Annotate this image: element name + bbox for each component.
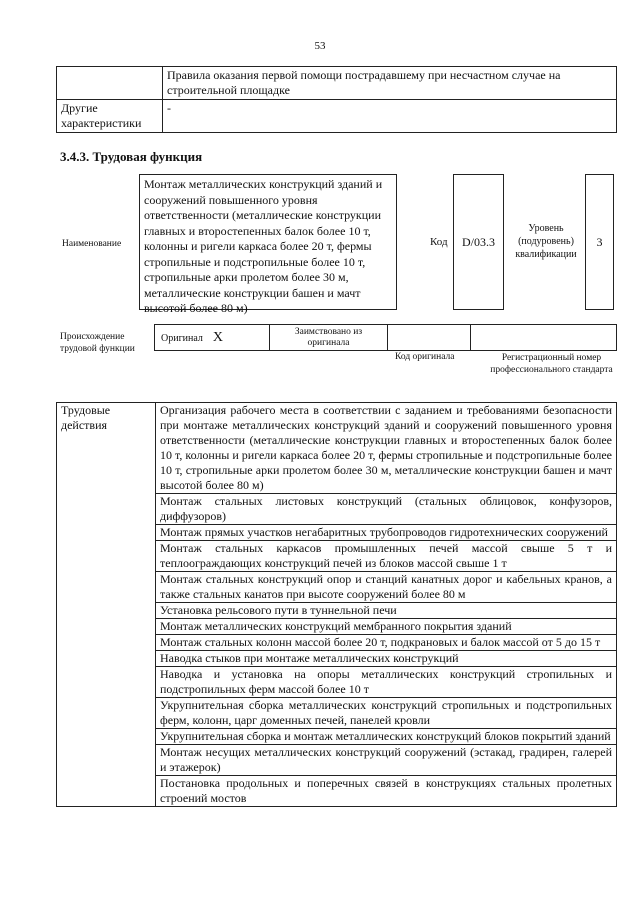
code-original-cell: [388, 325, 471, 351]
action-item: Монтаж стальных листовых конструкций (стальных облицовок, конфузоров, диффузоров): [156, 494, 617, 525]
original-cell: [155, 325, 270, 351]
action-item: Монтаж стальных колонн массой более 20 т, подкрановых и балок массой от 5 до 15 т: [156, 635, 617, 651]
origin-table: [154, 324, 617, 351]
section-heading: 3.4.3. Трудовая функция: [60, 149, 203, 164]
qualification-level-box: 3: [585, 174, 614, 310]
action-item: Укрупнительная сборка и монтаж металлических конструкций блоков покрытий зданий: [156, 729, 617, 745]
empty-cell: [57, 67, 163, 100]
action-item: Организация рабочего места в соответствии с заданием и требованиями безопасности при монтаже металлических конструкций зданий и сооружений повышенного уровня ответственности (металлические конструкции главных и второстепенных балок более 10 т, колонны и ригели каркаса более 20 т, фермы стропильные и подстропильные более 10 т, стропильные арки пролетом более 30 м, металлические конструкции башен и мачт высотой более 80 м): [156, 403, 617, 494]
action-item: Монтаж прямых участков негабаритных трубопроводов гидротехнических сооружений: [156, 525, 617, 541]
action-item: Наводка стыков при монтаже металлических конструкций: [156, 651, 617, 667]
function-name-box: Монтаж металлических конструкций зданий и сооружений повышенного уровня ответственности (металлические конструкции главных и второстепенных балок более 10 т, колонны и ригели каркаса более 20 т, фермы стропильные и подстропильные более 10 т, стропильные арки пролетом более 30 м, металлические конструкции башен и мачт высотой более 80 м): [139, 174, 397, 310]
labor-actions-table: [56, 402, 617, 807]
qualification-level-label: Уровень (подуровень) квалификации: [515, 223, 577, 260]
name-label: Наименование: [62, 239, 122, 249]
origin-label: Происхождение трудовой функции: [60, 332, 135, 354]
action-item: Монтаж несущих металлических конструкций сооружений (эстакад, градирен, галерей и этажерок): [156, 745, 617, 776]
original-label: Оригинал: [161, 332, 203, 344]
borrowed-cell: Заимствовано из оригинала: [270, 325, 388, 351]
action-item: Наводка и установка на опоры металлических конструкций стропильных и подстропильных ферм массой более 10 т: [156, 667, 617, 698]
original-mark: X: [212, 329, 224, 345]
labor-actions-category: Трудовые действия: [57, 403, 156, 807]
action-item: Монтаж металлических конструкций мембранного покрытия зданий: [156, 619, 617, 635]
first-aid-rules-cell: Правила оказания первой помощи пострадавшему при несчастном случае на строительной площадке: [163, 67, 617, 100]
code-original-caption: Код оригинала: [395, 352, 455, 362]
table-row: [57, 403, 617, 494]
table-row: [155, 325, 617, 351]
reg-number-cell: [471, 325, 617, 351]
reg-number-caption: Регистрационный номер профессионального стандарта: [490, 353, 613, 375]
action-item: Монтаж стальных каркасов промышленных печей массой свыше 5 т и теплоограждающих конструкций печей из блоков массой свыше 1 т: [156, 541, 617, 572]
code-value-box: D/03.3: [453, 174, 504, 310]
page-number: 53: [314, 40, 326, 52]
code-label: Код: [430, 236, 448, 248]
table-row: [57, 100, 617, 133]
action-item: Постановка продольных и поперечных связей в конструкциях стальных пролетных строений мостов: [156, 776, 617, 807]
action-item: Монтаж стальных конструкций опор и станций канатных дорог и кабельных кранов, а также стальных канатов при высоте сооружений более 80 м: [156, 572, 617, 603]
table-row: [57, 67, 617, 100]
action-item: Укрупнительная сборка металлических конструкций стропильных и подстропильных ферм, колонн, царг доменных печей, панелей кровли: [156, 698, 617, 729]
previous-section-table: [56, 66, 617, 133]
other-characteristics-label: Другие характеристики: [57, 100, 163, 133]
other-characteristics-value: -: [163, 100, 617, 133]
action-item: Установка рельсового пути в туннельной печи: [156, 603, 617, 619]
